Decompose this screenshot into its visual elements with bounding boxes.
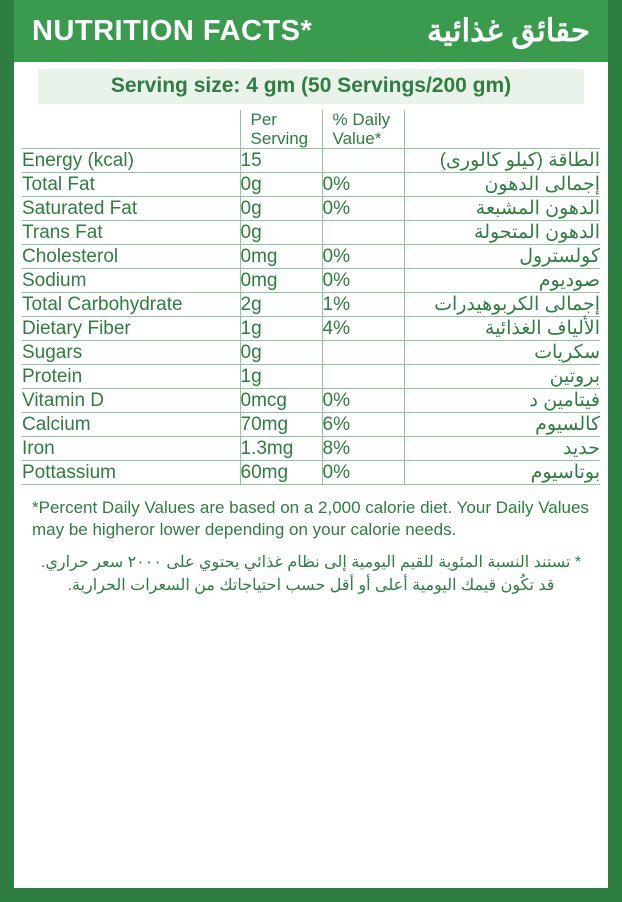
row-daily-value: 0% [322,197,404,221]
table-row [22,365,600,389]
row-arabic: صوديوم [404,269,600,293]
column-header-daily-value [322,110,404,149]
header-band [14,0,608,62]
row-name: Total Carbohydrate [22,293,240,317]
nutrition-table [22,110,600,485]
row-arabic: كولسترول [404,245,600,269]
row-name: Cholesterol [22,245,240,269]
table-row [22,461,600,485]
row-per-serving: 60mg [240,461,322,485]
column-header-daily-value-label: % Daily Value* [332,110,391,149]
nutrition-table-body [22,149,600,485]
row-arabic: الدهون المشبعة [404,197,600,221]
table-header-row [22,110,600,149]
row-arabic: إجمالى الدهون [404,173,600,197]
row-daily-value: 0% [322,461,404,485]
row-name: Protein [22,365,240,389]
row-daily-value [322,149,404,173]
row-per-serving: 0mg [240,245,322,269]
row-per-serving: 1g [240,317,322,341]
row-per-serving: 0mcg [240,389,322,413]
row-name: Sugars [22,341,240,365]
row-daily-value: 8% [322,437,404,461]
serving-size-band [38,69,584,104]
row-daily-value: 0% [322,269,404,293]
row-daily-value: 0% [322,389,404,413]
row-per-serving: 1.3mg [240,437,322,461]
row-arabic: كالسيوم [404,413,600,437]
table-row [22,341,600,365]
row-name: Total Fat [22,173,240,197]
row-daily-value [322,365,404,389]
row-per-serving: 0g [240,173,322,197]
row-daily-value: 0% [322,173,404,197]
table-row [22,269,600,293]
row-per-serving: 2g [240,293,322,317]
row-name: Energy (kcal) [22,149,240,173]
row-arabic: إجمالى الكربوهيدرات [404,293,600,317]
table-row [22,317,600,341]
table-row [22,245,600,269]
row-arabic: فيتامين د [404,389,600,413]
row-arabic: الطاقة (كيلو كالورى) [404,149,600,173]
row-name: Sodium [22,269,240,293]
footnote-english: *Percent Daily Values are based on a 2,000 calorie diet. Your Daily Values may be higheror lower depending on your calorie needs. [32,498,589,539]
row-daily-value: 4% [322,317,404,341]
row-arabic: بروتين [404,365,600,389]
column-header-per-serving [240,110,322,149]
row-name: Pottassium [22,461,240,485]
table-row [22,173,600,197]
table-row [22,413,600,437]
table-row [22,197,600,221]
row-per-serving: 0g [240,221,322,245]
table-row [22,389,600,413]
row-per-serving: 70mg [240,413,322,437]
page-title-en: NUTRITION FACTS* [32,14,313,47]
row-daily-value: 0% [322,245,404,269]
page-title-ar: حقائق غذائية [426,13,590,48]
row-per-serving: 0g [240,341,322,365]
row-name: Trans Fat [22,221,240,245]
nutrition-table-wrap [22,110,600,485]
row-per-serving: 0mg [240,269,322,293]
row-arabic: حديد [404,437,600,461]
row-name: Vitamin D [22,389,240,413]
row-daily-value: 1% [322,293,404,317]
row-daily-value [322,341,404,365]
row-arabic: الدهون المتحولة [404,221,600,245]
row-name: Calcium [22,413,240,437]
row-arabic: بوتاسيوم [404,461,600,485]
column-header-name [22,110,240,149]
column-header-arabic [404,110,600,149]
row-name: Iron [22,437,240,461]
row-daily-value [322,221,404,245]
table-row [22,437,600,461]
row-arabic: سكريات [404,341,600,365]
table-row [22,149,600,173]
row-arabic: الألياف الغذائية [404,317,600,341]
table-row [22,293,600,317]
row-per-serving: 0g [240,197,322,221]
row-per-serving: 15 [240,149,322,173]
serving-size-text: Serving size: 4 gm (50 Servings/200 gm) [110,74,512,97]
row-name: Dietary Fiber [22,317,240,341]
row-daily-value: 6% [322,413,404,437]
row-name: Saturated Fat [22,197,240,221]
column-header-per-serving-label: Per Serving [250,110,309,149]
row-per-serving: 1g [240,365,322,389]
footnote-arabic: * تستند النسبة المئوية للقيم اليومية إلى نظام غذائي يحتوي على ٢٠٠٠ سعر حراري. قد تكُون قيمك اليومية أعلى أو أقل حسب احتياجاتك من السعرات الحرارية. [40,553,582,594]
table-row [22,221,600,245]
